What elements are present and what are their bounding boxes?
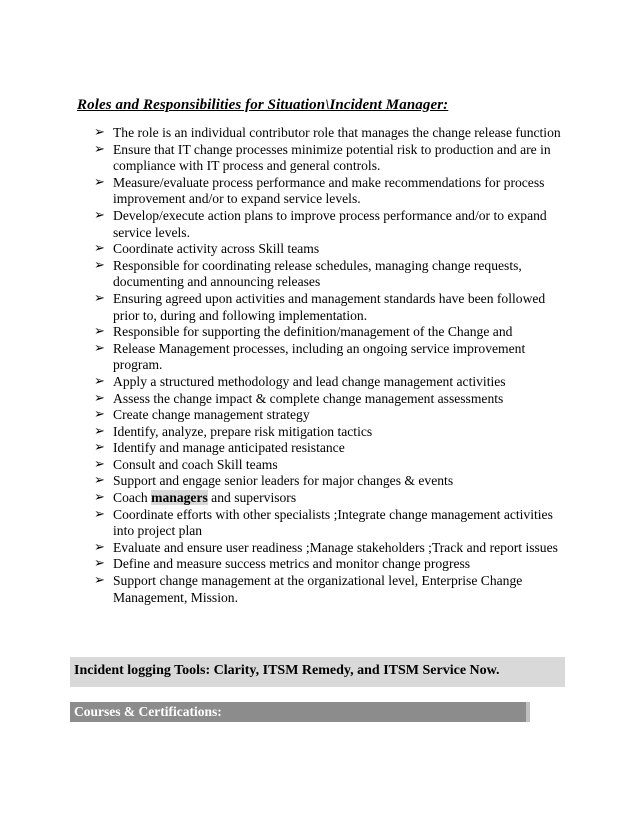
arrow-bullet-icon: ➢ [94,407,105,423]
list-item-text: and supervisors [207,490,297,506]
list-item-text: The role is an individual contributor role that manages the change release function [113,125,561,140]
list-item [94,457,564,474]
list-item [94,324,564,341]
list-item-text: Responsible for supporting the definition/management of the Change and [113,324,513,340]
list-item-text: Evaluate and ensure user readiness ;Manage stakeholders ;Track and report issues [113,539,558,555]
list-item-text: Ensuring agreed upon activities and management standards have been followed prior to, during and following implementation. [113,290,546,323]
arrow-bullet-icon: ➢ [94,340,105,356]
arrow-bullet-icon: ➢ [94,125,105,140]
list-item [94,407,564,424]
arrow-bullet-icon: ➢ [94,456,105,472]
list-item [94,490,564,507]
list-item-text: Identify and manage anticipated resistance [113,440,345,456]
list-item [94,341,564,374]
list-item [94,374,564,391]
arrow-bullet-icon: ➢ [94,174,105,190]
list-item [94,424,564,441]
list-item-text: managers [151,490,208,506]
list-item-text: Measure/evaluate process performance and make recommendations for process improvement and/or to expand service levels. [113,174,545,207]
list-item-text: Responsible for coordinating release schedules, managing change requests, documenting and announcing releases [113,257,522,290]
list-item-text: Develop/execute action plans to improve process performance and/or to expand service levels. [113,207,547,240]
arrow-bullet-icon: ➢ [94,539,105,555]
list-item-text: Consult and coach Skill teams [113,456,278,472]
list-item-text: Create change management strategy [113,407,310,423]
arrow-bullet-icon: ➢ [94,257,105,273]
list-item-text: Ensure that IT change processes minimize potential risk to production and are in compliance with IT process and general controls. [113,141,551,174]
list-item [94,556,564,573]
arrow-bullet-icon: ➢ [94,506,105,522]
arrow-bullet-icon: ➢ [94,556,105,572]
list-item [94,125,564,142]
list-item-text: Support change management at the organizational level, Enterprise Change Management, Mission. [113,573,523,605]
tools-bar [70,657,565,687]
arrow-bullet-icon: ➢ [94,423,105,439]
list-item [94,175,564,208]
arrow-bullet-icon: ➢ [94,390,105,406]
list-item [94,507,564,540]
list-item-text: Support and engage senior leaders for major changes & events [113,473,454,489]
arrow-bullet-icon: ➢ [94,490,105,506]
list-item [94,573,564,606]
list-item [94,241,564,258]
list-item-text: Apply a structured methodology and lead change management activities [113,373,506,389]
arrow-bullet-icon: ➢ [94,324,105,340]
list-item [94,540,564,557]
list-item-text: Define and measure success metrics and monitor change progress [113,556,471,572]
courses-bar [70,702,526,722]
responsibilities-list [94,125,564,606]
list-item [94,142,564,175]
list-item-text: Coordinate efforts with other specialists ;Integrate change management activities into project plan [113,506,553,539]
arrow-bullet-icon: ➢ [94,290,105,306]
list-item [94,258,564,291]
list-item [94,473,564,490]
tools-text: Incident logging Tools: Clarity, ITSM Remedy, and ITSM Service Now. [74,663,500,678]
list-item-text: Coach [113,490,152,506]
arrow-bullet-icon: ➢ [94,473,105,489]
list-item [94,391,564,408]
list-item-text: Assess the change impact & complete change management assessments [113,390,504,406]
list-item-text: Release Management processes, including an ongoing service improvement program. [113,340,526,373]
arrow-bullet-icon: ➢ [94,141,105,157]
list-item [94,208,564,241]
arrow-bullet-icon: ➢ [94,373,105,389]
list-item [94,440,564,457]
arrow-bullet-icon: ➢ [94,207,105,223]
list-item-text: Coordinate activity across Skill teams [113,241,320,257]
arrow-bullet-icon: ➢ [94,440,105,456]
section-heading: Roles and Responsibilities for Situation\Incident Manager: [77,97,449,113]
arrow-bullet-icon: ➢ [94,573,105,589]
list-item-text: Identify, analyze, prepare risk mitigation tactics [113,423,373,439]
courses-text: Courses & Certifications: [74,704,222,719]
courses-bar-edge [526,702,530,722]
arrow-bullet-icon: ➢ [94,241,105,257]
list-item [94,291,564,324]
